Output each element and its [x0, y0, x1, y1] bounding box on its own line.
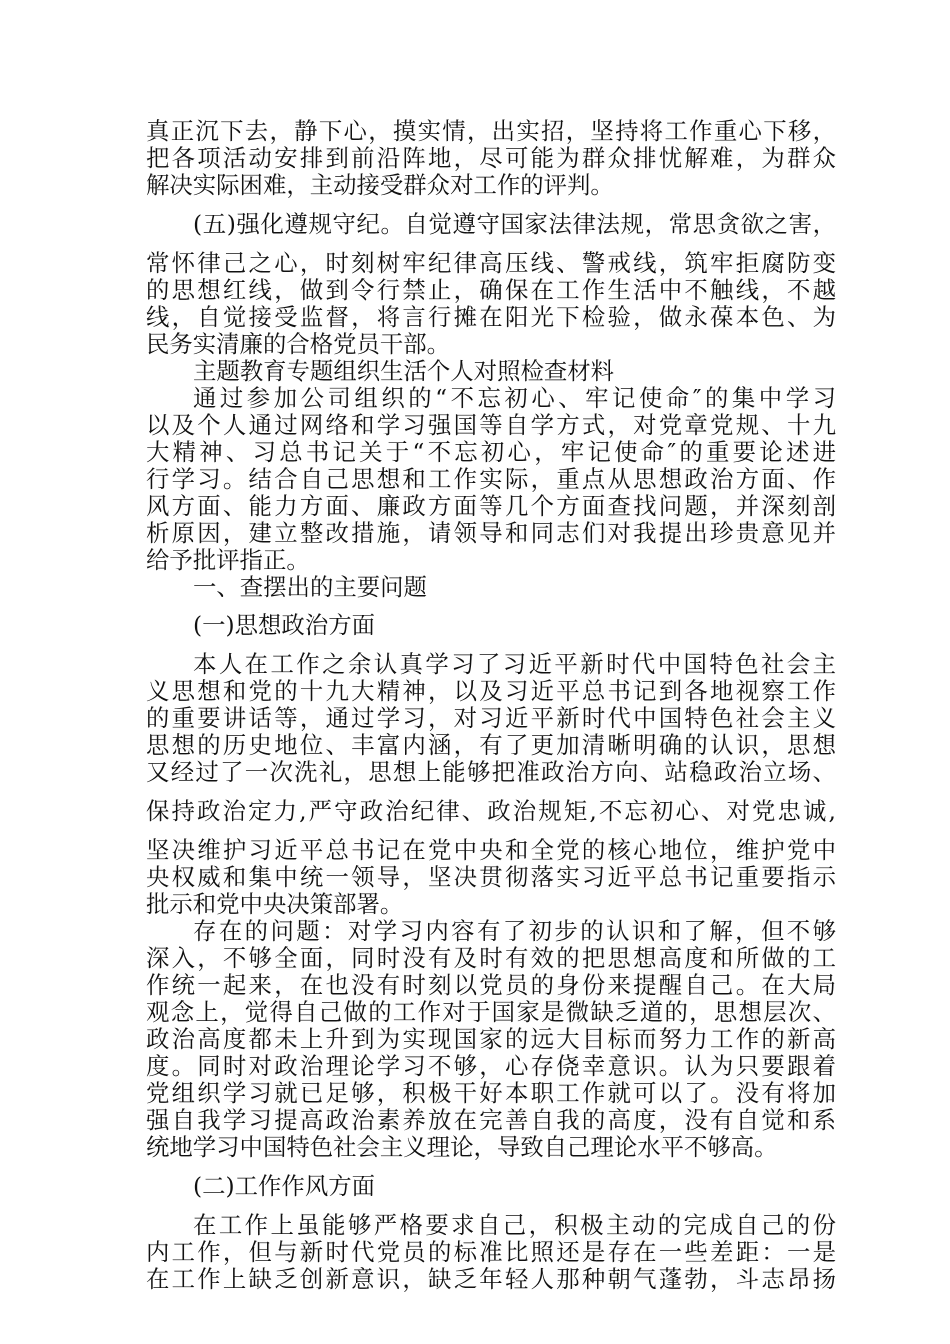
text-line: 批示和党中央决策部署。	[146, 890, 404, 918]
text-line: 央权威和集中统一领导，坚决贯彻落实习近平总书记重要指示	[146, 863, 836, 891]
text-line: 在工作上虽能够严格要求自己，积极主动的完成自己的份	[193, 1211, 836, 1239]
section-heading-1: (一)思想政治方面	[193, 611, 375, 639]
text-line: 义思想和党的十九大精神，以及习近平总书记到各地视察工作	[146, 677, 836, 705]
text-line: 坚决维护习近平总书记在党中央和全党的核心地位，维护党中	[146, 836, 836, 864]
text-line: 本人在工作之余认真学习了习近平新时代中国特色社会主	[193, 650, 836, 678]
section-heading-5: (五)强化遵规守纪。自觉遵守国家法律法规，常思贪欲之害，	[193, 210, 836, 238]
text-line: 党组织学习就已足够，积极干好本职工作就可以了。没有将加	[146, 1079, 836, 1107]
document-title: 主题教育专题组织生活个人对照检查材料	[193, 357, 615, 385]
text-line: 线，自觉接受监督，将言行摊在阳光下检验，做永葆本色、为	[146, 303, 836, 331]
text-line: 大精神、习总书记关于“不忘初心，牢记使命″的重要论述进	[146, 438, 836, 466]
text-line: 思想的历史地位、丰富内涵，有了更加清晰明确的认识，思想	[146, 731, 836, 759]
text-line: 保持政治定力,严守政治纪律、政治规矩,不忘初心、对党忠诚,	[146, 797, 836, 825]
text-line: 统地学习中国特色社会主义理论，导致自己理论水平不够高。	[146, 1133, 778, 1161]
text-line: 深入，不够全面，同时没有及时有效的把思想高度和所做的工	[146, 944, 836, 972]
text-line: 解决实际困难，主动接受群众对工作的评判。	[146, 171, 614, 199]
text-line: 以及个人通过网络和学习强国等自学方式，对党章党规、十九	[146, 411, 836, 439]
text-line: 常怀律己之心，时刻树牢纪律高压线、警戒线，筑牢拒腐防变	[146, 249, 836, 277]
text-line: 政治高度都未上升到为实现国家的远大目标而努力工作的新高	[146, 1025, 836, 1053]
text-line: 风方面、能力方面、廉政方面等几个方面查找问题，并深刻剖	[146, 492, 836, 520]
text-line: 强自我学习提高政治素养放在完善自我的高度，没有自觉和系	[146, 1106, 836, 1134]
section-heading-main: 一、查摆出的主要问题	[193, 573, 427, 601]
text-line: 把各项活动安排到前沿阵地，尽可能为群众排忧解难，为群众	[146, 144, 836, 172]
text-line: 在工作上缺乏创新意识，缺乏年轻人那种朝气蓬勃，斗志昂扬	[146, 1265, 836, 1293]
text-line: 的重要讲话等，通过学习，对习近平新时代中国特色社会主义	[146, 704, 836, 732]
text-line: 真正沉下去，静下心，摸实情，出实招，坚持将工作重心下移，	[146, 117, 836, 145]
text-line: 度。同时对政治理论学习不够，心存侥幸意识。认为只要跟着	[146, 1052, 836, 1080]
text-line: 观念上，觉得自己做的工作对于国家是微缺乏道的，思想层次、	[146, 998, 836, 1026]
text-line: 内工作，但与新时代党员的标准比照还是存在一些差距：一是	[146, 1238, 836, 1266]
text-line: 的思想红线，做到令行禁止，确保在工作生活中不触线，不越	[146, 276, 836, 304]
section-heading-2: (二)工作作风方面	[193, 1172, 375, 1200]
text-line: 作统一起来，在也没有时刻以党员的身份来提醒自己。在大局	[146, 971, 836, 999]
text-line: 存在的问题：对学习内容有了初步的认识和了解，但不够	[193, 917, 836, 945]
text-line: 析原因，建立整改措施，请领导和同志们对我提出珍贵意见并	[146, 519, 836, 547]
text-line: 又经过了一次洗礼，思想上能够把准政治方向、站稳政治立场、	[146, 758, 836, 786]
text-line: 民务实清廉的合格党员干部。	[146, 330, 451, 358]
text-line: 行学习。结合自己思想和工作实际，重点从思想政治方面、作	[146, 465, 836, 493]
text-line: 通过参加公司组织的“不忘初心、牢记使命″的集中学习	[193, 384, 836, 412]
text-line: 给予批评指正。	[146, 546, 310, 574]
